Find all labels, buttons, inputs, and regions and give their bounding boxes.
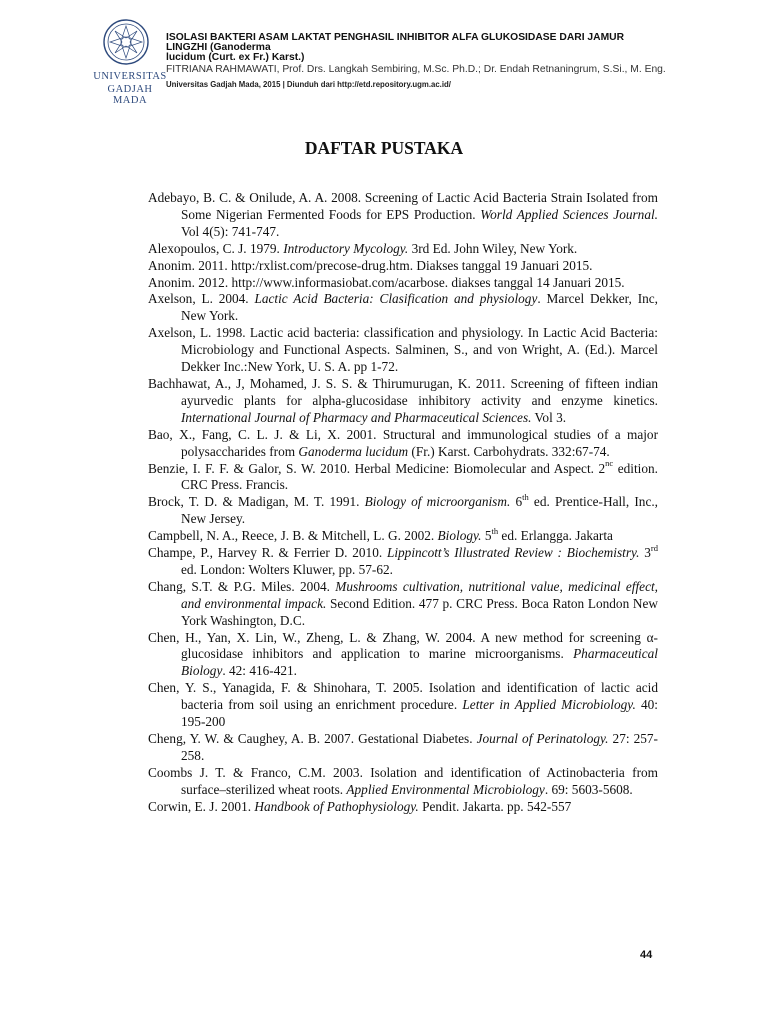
reference-text: Chen, Y. S., Yanagida, F. & Shinohara, T. 2005. Isolation and identification of lactic acid bacteria from soil using an enrichment procedure. — [148, 680, 658, 713]
reference-text: Brock, T. D. & Madigan, M. T. 1991. — [148, 494, 365, 510]
reference-text: 40: 195-200 — [181, 697, 659, 730]
reference-item — [148, 458, 658, 495]
reference-text: Vol 3. — [531, 409, 567, 425]
thesis-authors: FITRIANA RAHMAWATI, Prof. Drs. Langkah Sembiring, M.Sc. Ph.D.; Dr. Endah Retnaningrum, S.Si., M. Eng. — [166, 64, 666, 75]
logo-university-name: GADJAH MADA — [107, 84, 153, 106]
reference-italic-text: Lippincott’s Illustrated Review : Biochemistry. — [386, 545, 640, 561]
reference-item — [148, 579, 658, 630]
reference-text: 27: 257-258. — [181, 731, 658, 763]
reference-item — [148, 680, 658, 731]
reference-text: 3 — [639, 545, 651, 561]
reference-superscript: rd — [650, 542, 658, 553]
reference-text: 5 — [481, 528, 492, 544]
reference-text: Adebayo, B. C. & Onilude, A. A. 2008. Screening of Lactic Acid Bacteria Strain Isolated from Some Nigerian Fermented Foods for EPS Production. — [148, 190, 658, 222]
reference-item — [148, 275, 658, 292]
reference-italic-text: World Applied Sciences Journal. — [480, 206, 658, 222]
reference-text: Axelson, L. 1998. Lactic acid bacteria: classification and physiology. In Lactic Acid Bacteria: Microbiology and Functional Aspects. Salminen, S., and von Wright, A. (Ed.). Marcel Dekker Inc.:New York, U. S. A. pp 1-72. — [148, 325, 658, 375]
reference-text: ed. Erlangga. Jakarta — [498, 528, 613, 544]
reference-item — [148, 542, 658, 579]
reference-text: Bachhawat, A., J, Mohamed, J. S. S. & Thirumurugan, K. 2011. Screening of fifteen indian ayurvedic plants for alpha-glucosidase inhibitory activity and enzyme kinetics. — [148, 375, 658, 408]
reference-text: Corwin, E. J. 2001. — [148, 798, 255, 814]
ugm-seal-icon — [102, 18, 150, 66]
reference-text: Coombs J. T. & Franco, C.M. 2003. Isolation and identification of Actinobacteria from surface–sterilized wheat roots. — [148, 764, 658, 797]
reference-italic-text: Applied Environmental Microbiology — [346, 781, 545, 797]
reference-text: Alexopoulos, C. J. 1979. — [148, 240, 284, 256]
reference-item — [148, 427, 658, 461]
reference-italic-text: Biology of microorganism. — [364, 494, 511, 510]
reference-italic-text: International Journal of Pharmacy and Pharmaceutical Sciences. — [181, 409, 532, 425]
reference-item — [148, 525, 658, 545]
reference-superscript: th — [522, 491, 529, 502]
reference-text: Axelson, L. 2004. — [148, 291, 255, 307]
university-logo — [92, 18, 167, 106]
thesis-title — [166, 33, 746, 63]
reference-text: Second Edition. 477 p. CRC Press. Boca Raton London New York Washington, D.C. — [181, 595, 658, 628]
reference-text: Bao, X., Fang, C. L. J. & Li, X. 2001. Structural and immunological studies of a major polysaccharides from — [148, 426, 658, 459]
reference-item — [148, 241, 658, 258]
thesis-title-line-1: ISOLASI BAKTERI ASAM LAKTAT PENGHASIL INHIBITOR ALFA GLUKOSIDASE DARI JAMUR — [166, 32, 625, 43]
reference-italic-text: Letter in Applied Microbiology. — [462, 697, 636, 713]
reference-item — [148, 630, 658, 681]
reference-text: Cheng, Y. W. & Caughey, A. B. 2007. Gestational Diabetes. — [148, 731, 477, 746]
reference-italic-text: Biology. — [437, 528, 482, 544]
reference-italic-text: Introductory Mycology. — [283, 240, 409, 256]
reference-text: Vol 4(5): 741-747. — [181, 223, 280, 239]
page-number: 44 — [640, 949, 653, 961]
reference-item — [148, 291, 658, 325]
reference-superscript: nc — [605, 458, 614, 469]
reference-text: Campbell, N. A., Reece, J. B. & Mitchell, L. G. 2002. — [148, 528, 438, 544]
reference-item — [148, 765, 658, 799]
reference-item — [148, 325, 658, 376]
reference-item — [148, 376, 658, 427]
reference-text: 3rd Ed. John Wiley, New York. — [408, 240, 578, 256]
reference-item — [148, 731, 658, 765]
document-header — [166, 33, 746, 90]
reference-text: Champe, P., Harvey R. & Ferrier D. 2010. — [148, 545, 387, 561]
reference-text: . 42: 416-421. — [222, 663, 297, 679]
reference-italic-text: Journal of Perinatology. — [476, 731, 609, 746]
reference-superscript: th — [491, 525, 499, 536]
reference-italic-text: Lactic Acid Bacteria: Clasification and physiology — [254, 291, 538, 307]
logo-university-text: UNIVERSITAS — [93, 71, 167, 82]
reference-text: ed. Prentice-Hall, Inc., New Jersey. — [181, 494, 658, 527]
reference-italic-text: Mushrooms cultivation, nutritional value, medicinal effect, and environmental impack. — [181, 578, 659, 611]
reference-text: (Fr.) Karst. Carbohydrats. 332:67-74. — [408, 443, 610, 459]
reference-item — [148, 491, 658, 528]
page-heading: DAFTAR PUSTAKA — [304, 138, 464, 158]
reference-italic-text: Handbook of Pathophysiology. — [254, 798, 419, 814]
reference-item — [148, 190, 658, 241]
reference-italic-text: Pharmaceutical Biology — [181, 646, 658, 679]
reference-text: Anonim. 2012. http://www.informasiobat.com/acarbose. diakses tanggal 14 Januari 2015. — [148, 274, 625, 290]
reference-text: Pendit. Jakarta. pp. 542-557 — [418, 798, 572, 814]
reference-italic-text: Ganoderma lucidum — [298, 443, 409, 459]
reference-text: edition. CRC Press. Francis. — [181, 460, 658, 493]
reference-item — [148, 258, 658, 275]
reference-text: Anonim. 2011. http:/rxlist.com/precose-drug.htm. Diakses tanggal 19 Januari 2015. — [148, 257, 593, 273]
reference-text: . 69: 5603-5608. — [544, 781, 633, 797]
reference-text: 6 — [510, 494, 523, 510]
source-line: Universitas Gadjah Mada, 2015 | Diunduh dari http://etd.repository.ugm.ac.id/ — [166, 80, 451, 89]
reference-item — [148, 799, 658, 816]
reference-text: . Marcel Dekker, Inc, New York. — [181, 291, 658, 324]
reference-text: ed. London: Wolters Kluwer, pp. 57-62. — [181, 561, 393, 577]
reference-list — [148, 190, 658, 816]
reference-text: Chang, S.T. & P.G. Miles. 2004. — [148, 578, 336, 594]
reference-text: Chen, H., Yan, X. Lin, W., Zheng, L. & Zhang, W. 2004. A new method for screening α-glucosidase inhibitors and application to marine microorganisms. — [148, 629, 658, 662]
reference-text: Benzie, I. F. F. & Galor, S. W. 2010. Herbal Medicine: Biomolecular and Aspect. 2 — [148, 460, 606, 476]
thesis-title-line-3: lucidum (Curt. ex Fr.) Karst.) — [166, 52, 305, 63]
thesis-title-line-2: LINGZHI (Ganoderma — [166, 42, 271, 53]
